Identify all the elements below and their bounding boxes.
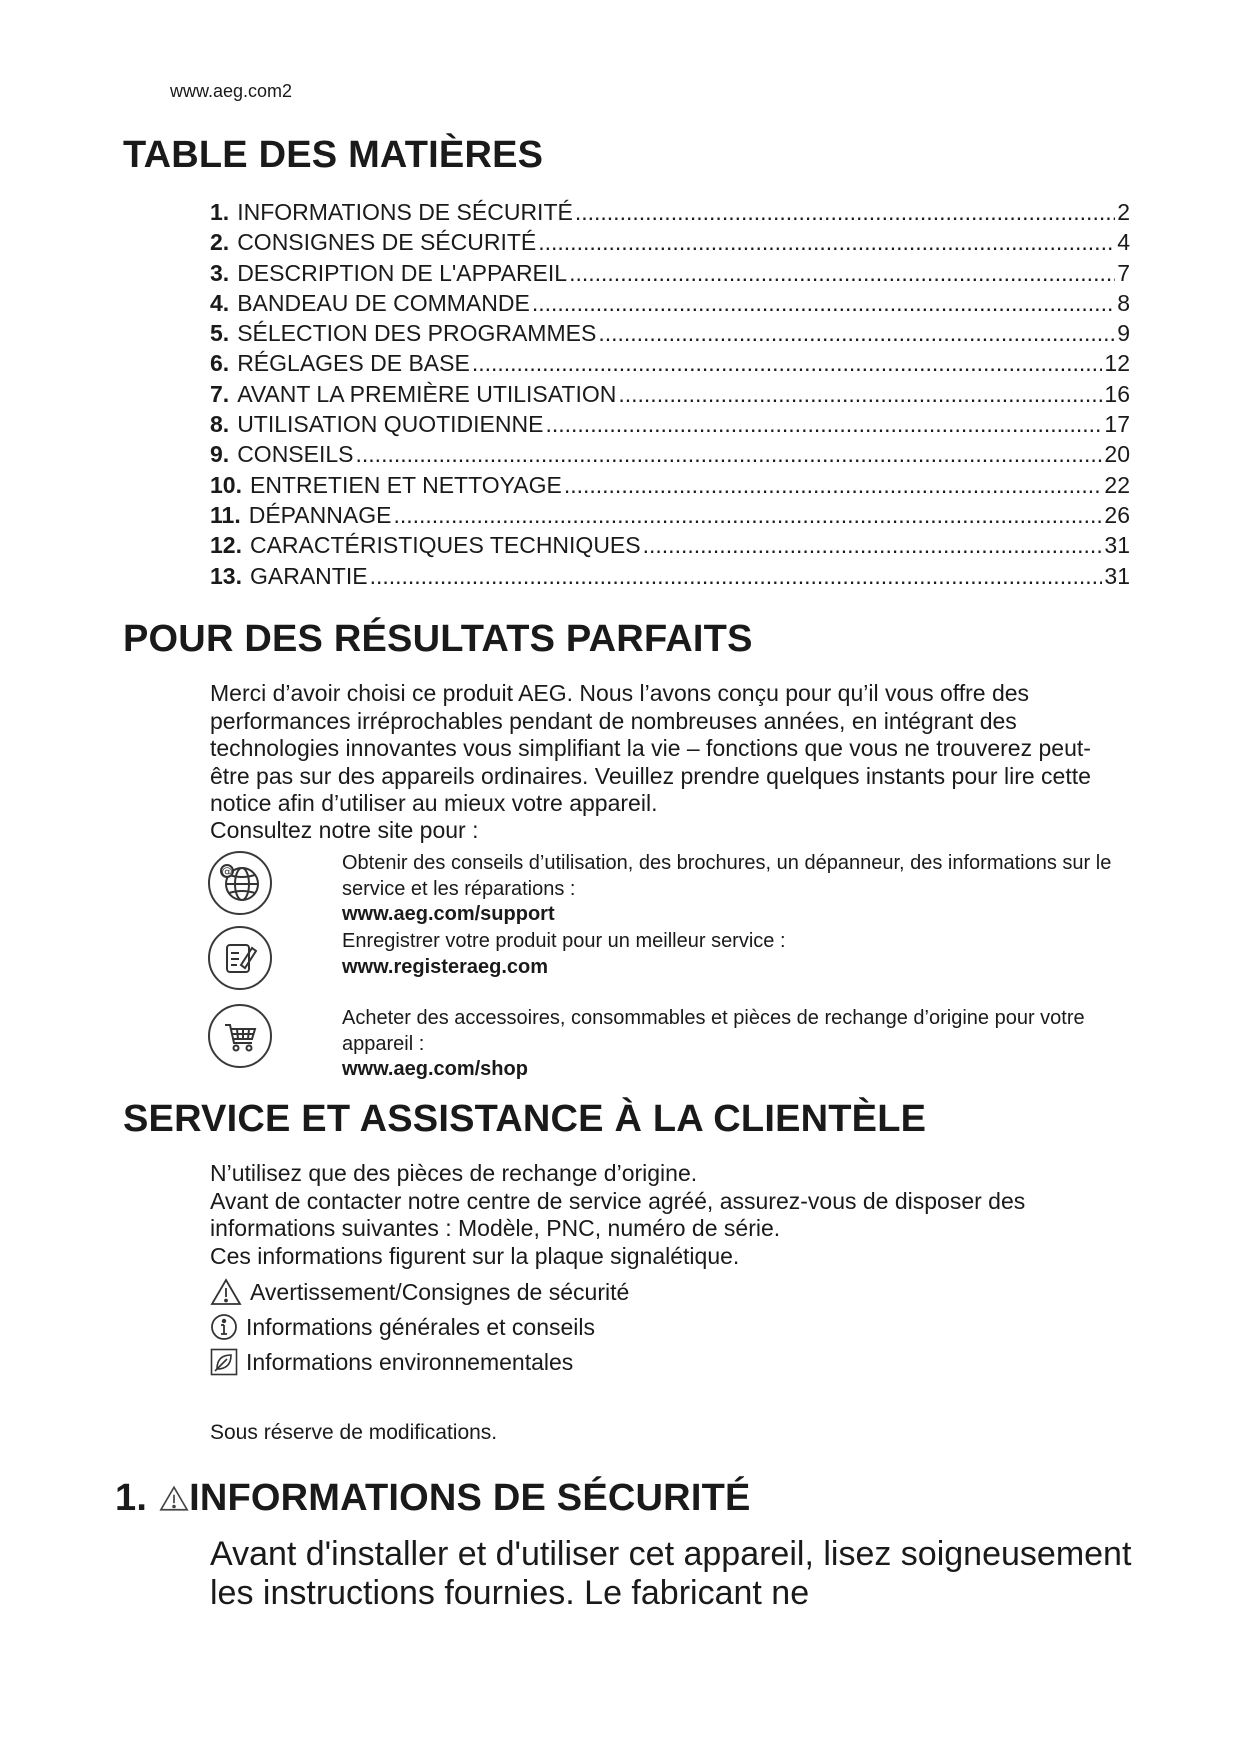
legend-environment-label: Informations environnementales [246, 1348, 574, 1375]
legend-info-label: Informations générales et conseils [246, 1313, 596, 1340]
toc-item-title: CONSIGNES DE SÉCURITÉ [237, 229, 537, 256]
toc-item-number: 5. [210, 320, 230, 347]
svg-text:@: @ [221, 865, 233, 878]
toc-item-page: 17 [1104, 411, 1130, 438]
toc-item[interactable] [210, 500, 1130, 530]
toc-leader-dots [598, 318, 1115, 348]
service-support-text: Obtenir des conseils d’utilisation, des brochures, un dépanneur, des informations sur le service et les réparations : [342, 852, 1112, 900]
legend-environment [210, 1348, 573, 1376]
safety-title-text: INFORMATIONS DE SÉCURITÉ [189, 1477, 751, 1519]
toc-item-page: 31 [1104, 562, 1130, 589]
service-title: SERVICE ET ASSISTANCE À LA CLIENTÈLE [123, 1098, 927, 1140]
service-support [342, 851, 1142, 928]
service-body [210, 1160, 1110, 1270]
toc-item-number: 9. [210, 441, 230, 468]
toc-item-page: 8 [1117, 289, 1130, 316]
toc-item-page: 12 [1104, 350, 1130, 377]
toc-item-page: 20 [1104, 441, 1130, 468]
toc-item-number: 1. [210, 199, 230, 225]
toc-item[interactable] [210, 318, 1130, 348]
toc-leader-dots [472, 348, 1103, 378]
toc-item-title: RÉGLAGES DE BASE [237, 350, 470, 377]
toc-item[interactable] [210, 227, 1130, 257]
register-icon [208, 926, 272, 990]
toc-item-page: 26 [1104, 501, 1130, 528]
toc-leader-dots [643, 530, 1103, 560]
toc-item-number: 6. [210, 350, 230, 377]
toc-item[interactable] [210, 288, 1130, 318]
toc-item[interactable] [210, 197, 1130, 227]
toc-item-page: 4 [1117, 229, 1130, 256]
header-url: www.aeg.com2 [170, 81, 293, 101]
toc-item[interactable] [210, 439, 1130, 469]
toc-title: TABLE DES MATIÈRES [123, 134, 544, 176]
toc-item-title: GARANTIE [249, 562, 368, 589]
safety-number: 1. [115, 1477, 148, 1519]
toc-leader-dots [538, 227, 1115, 257]
warning-icon [159, 1485, 189, 1512]
service-line-plate: Ces informations figurent sur la plaque signalétique. [210, 1242, 740, 1269]
legend-info [210, 1313, 595, 1341]
toc-item-number: 12. [210, 532, 242, 559]
toc-item-number: 10. [210, 471, 242, 498]
toc-item-page: 22 [1104, 471, 1130, 498]
service-line-contact: Avant de contacter notre centre de service agréé, assurez-vous de disposer des informations suivantes : Modèle, PNC, numéro de série. [210, 1187, 1026, 1241]
toc-item[interactable] [210, 530, 1130, 560]
toc-item-title: DÉPANNAGE [248, 501, 392, 528]
warning-icon [210, 1278, 242, 1306]
toc-item[interactable] [210, 379, 1130, 409]
toc-item[interactable] [210, 258, 1130, 288]
toc-item-page: 2 [1117, 199, 1130, 225]
globe-icon [208, 851, 272, 915]
info-icon [210, 1313, 238, 1341]
toc-item-title: BANDEAU DE COMMANDE [237, 289, 530, 316]
cart-icon [208, 1004, 272, 1068]
table-of-contents [210, 197, 1130, 591]
toc-item[interactable] [210, 409, 1130, 439]
legend-warning [210, 1278, 629, 1306]
safety-intro: Avant d'installer et d'utiliser cet appareil, lisez soigneusement les instructions fournies. Le fabricant ne [210, 1535, 1132, 1612]
results-intro: Merci d’avoir choisi ce produit AEG. Nous l’avons conçu pour qu’il vous offre des performances irréprochables pendant de nombreuses années, en intégrant des technologies innovantes vous simplifiant la vie – fonctions que vous ne trouverez peut-être pas sur des appareils ordinaires. Veuillez prendre quelques instants pour lire cette notice afin d’utiliser au mieux votre appareil. [210, 680, 1091, 816]
service-register [342, 929, 1142, 980]
toc-leader-dots [356, 439, 1103, 469]
toc-leader-dots [532, 288, 1115, 318]
results-title: POUR DES RÉSULTATS PARFAITS [123, 618, 753, 660]
toc-item[interactable] [210, 561, 1130, 591]
service-register-text: Enregistrer votre produit pour un meilleur service : [342, 930, 786, 952]
disclaimer: Sous réserve de modifications. [210, 1421, 498, 1444]
toc-item-page: 7 [1117, 259, 1130, 286]
support-link[interactable]: www.aeg.com/support [342, 903, 555, 925]
toc-leader-dots [618, 379, 1102, 409]
toc-item-title: INFORMATIONS DE SÉCURITÉ [237, 199, 573, 225]
leaf-icon [210, 1348, 238, 1376]
toc-leader-dots [545, 409, 1102, 439]
toc-item-page: 9 [1117, 320, 1130, 347]
toc-leader-dots [564, 470, 1103, 500]
toc-leader-dots [393, 500, 1102, 530]
service-shop [342, 1006, 1142, 1083]
toc-item-number: 2. [210, 229, 230, 256]
toc-item-title: CONSEILS [237, 441, 354, 468]
toc-item-number: 3. [210, 259, 230, 286]
toc-item-title: AVANT LA PREMIÈRE UTILISATION [237, 380, 617, 407]
toc-item-number: 4. [210, 289, 230, 316]
toc-leader-dots [370, 561, 1103, 591]
toc-item-title: CARACTÉRISTIQUES TECHNIQUES [249, 532, 641, 559]
toc-item-title: SÉLECTION DES PROGRAMMES [237, 320, 597, 347]
toc-item-title: DESCRIPTION DE L'APPAREIL [237, 259, 568, 286]
legend-warning-label: Avertissement/Consignes de sécurité [250, 1278, 630, 1305]
consult-label: Consultez notre site pour : [210, 817, 479, 843]
toc-item-title: UTILISATION QUOTIDIENNE [237, 411, 544, 438]
toc-item[interactable] [210, 348, 1130, 378]
register-link[interactable]: www.registeraeg.com [342, 955, 548, 978]
toc-item[interactable] [210, 470, 1130, 500]
safety-title [115, 1477, 751, 1520]
toc-leader-dots [575, 197, 1115, 227]
toc-item-number: 13. [210, 562, 242, 589]
toc-item-number: 8. [210, 411, 230, 438]
toc-item-number: 11. [210, 501, 241, 528]
toc-item-page: 31 [1104, 532, 1130, 559]
toc-item-number: 7. [210, 380, 230, 407]
service-line-original-parts: N’utilisez que des pièces de rechange d’origine. [210, 1160, 698, 1186]
toc-item-page: 16 [1104, 380, 1130, 407]
shop-link[interactable]: www.aeg.com/shop [342, 1058, 528, 1080]
toc-leader-dots [569, 258, 1115, 288]
toc-item-title: ENTRETIEN ET NETTOYAGE [249, 471, 562, 498]
service-shop-text: Acheter des accessoires, consommables et pièces de rechange d’origine pour votre appareil : [342, 1007, 1085, 1055]
